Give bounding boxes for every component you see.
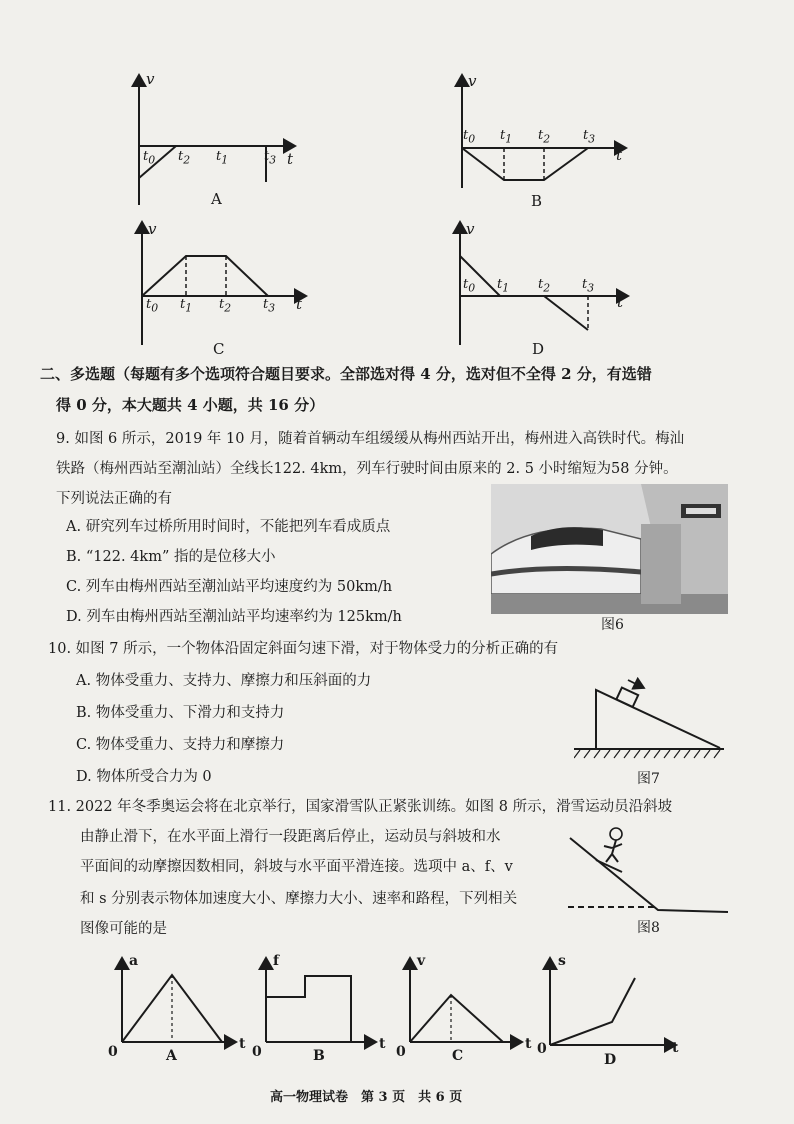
- graph-d-t-label: t: [617, 293, 624, 311]
- graph11-a-ylabel: a: [129, 953, 139, 969]
- graph-b-t2: $t_2$: [538, 128, 551, 146]
- graph-a-t1: $t_1$: [216, 149, 229, 167]
- q10-option-a: A. 物体受重力、支持力、摩擦力和压斜面的力: [76, 673, 372, 689]
- figure-8-caption: 图8: [637, 920, 660, 936]
- q8-graphs: [0, 0, 794, 360]
- q11-line2: 由静止滑下，在水平面上滑行一段距离后停止，运动员与斜坡和水: [80, 829, 501, 845]
- graph-c-t3: $t_3$: [263, 297, 276, 315]
- graph11-b-origin: 0: [252, 1044, 262, 1060]
- q9-option-b: B. “122. 4km” 指的是位移大小: [66, 549, 276, 565]
- graph-d-v-label: v: [466, 220, 475, 238]
- graph-c-line: [142, 256, 268, 296]
- q9-line1: 9. 如图 6 所示，2019 年 10 月，随着首辆动车组缓缓从梅州西站开出，梅州进入高铁时代。梅汕: [56, 431, 685, 447]
- q11-line4: 和 s 分别表示物体加速度大小、摩擦力大小、速率和路程，下列相关: [80, 891, 518, 907]
- graph-c-t-label: t: [296, 295, 303, 313]
- graph11-c-origin: 0: [396, 1044, 406, 1060]
- figure-6-caption: 图6: [601, 617, 624, 633]
- q9-option-a: A. 研究列车过桥所用时间时，不能把列车看成质点: [66, 519, 391, 535]
- graph11-b-xlabel: t: [379, 1036, 386, 1052]
- graph-a-t2: $t_2$: [178, 149, 191, 167]
- graph-b-label: B: [531, 192, 543, 210]
- graph-a-v-label: v: [146, 70, 155, 88]
- q9-option-d: D. 列车由梅州西站至潮汕站平均速率约为 125km/h: [66, 609, 402, 625]
- graph11-b-line: [266, 976, 351, 1042]
- page-footer: 高一物理试卷 第 3 页 共 6 页: [270, 1090, 463, 1105]
- graph11-c-ylabel: v: [417, 953, 426, 969]
- graph11-a-xlabel: t: [239, 1036, 246, 1052]
- q10-line1: 10. 如图 7 所示，一个物体沿固定斜面匀速下滑，对于物体受力的分析正确的有: [48, 641, 559, 657]
- graph11-b-ylabel: f: [273, 953, 280, 969]
- q11-line3: 平面间的动摩擦因数相同，斜坡与水平面平滑连接。选项中 a、f、v: [80, 859, 513, 875]
- graph11-d-label: D: [604, 1052, 617, 1068]
- graph-c-t2: $t_2$: [219, 297, 232, 315]
- graph11-a-origin: 0: [108, 1044, 118, 1060]
- graph11-d-ylabel: s: [558, 953, 566, 969]
- graph-a-t3: $t_3$: [264, 149, 277, 167]
- section2-line2: 得 0 分，本大题共 4 小题，共 16 分）: [56, 396, 325, 414]
- section2-line1: 二、多选题（每题有多个选项符合题目要求。全部选对得 4 分，选对但不全得 2 分，有选错: [40, 365, 652, 383]
- graph-d-label: D: [532, 340, 545, 358]
- q11-line5: 图像可能的是: [80, 921, 167, 937]
- graph-a-t-label: t: [287, 150, 294, 168]
- graph-a-label: A: [211, 190, 222, 208]
- graph11-b-label: B: [313, 1048, 325, 1064]
- figure-7-incline: [574, 672, 724, 772]
- q11-line1: 11. 2022 年冬季奥运会将在北京举行，国家滑雪队正紧张训练。如图 8 所示，滑雪运动员沿斜坡: [48, 799, 673, 815]
- figure-6-train-image: [491, 484, 728, 614]
- graph11-d-origin: 0: [537, 1041, 547, 1057]
- graph-d-line: [460, 256, 588, 330]
- graph-b-line: [462, 148, 588, 180]
- graph-b-t-label: t: [616, 146, 623, 164]
- graph-b-t1: $t_1$: [500, 128, 513, 146]
- graph-c-t0: $t_0$: [146, 297, 159, 315]
- graph11-c-line: [410, 995, 503, 1042]
- graph-d-t3: $t_3$: [582, 277, 595, 295]
- figure-7-caption: 图7: [637, 771, 660, 787]
- graph-d-t2: $t_2$: [538, 277, 551, 295]
- graph-a-line: [139, 146, 266, 178]
- graph11-c-label: C: [452, 1048, 464, 1064]
- figure-8-ski-slope: [560, 818, 730, 918]
- q10-option-d: D. 物体所受合力为 0: [76, 769, 212, 785]
- graph-d-t0: $t_0$: [463, 277, 476, 295]
- graph-c-label: C: [213, 340, 225, 358]
- q9-option-c: C. 列车由梅州西站至潮汕站平均速度约为 50km/h: [66, 579, 393, 595]
- graph-a-t0: $t_0$: [143, 149, 156, 167]
- graph11-c-xlabel: t: [525, 1036, 532, 1052]
- graph11-d-xlabel: t: [672, 1040, 679, 1056]
- q10-option-c: C. 物体受重力、支持力和摩擦力: [76, 737, 285, 753]
- graph-b-t0: $t_0$: [463, 128, 476, 146]
- q9-line2: 铁路（梅州西站至潮汕站）全线长122. 4km，列车行驶时间由原来的 2. 5 小时缩短为58 分钟。: [56, 461, 678, 477]
- graph-c-v-label: v: [148, 220, 157, 238]
- q9-line3: 下列说法正确的有: [56, 491, 172, 507]
- graph11-d-line: [550, 978, 635, 1045]
- graph-b-t3: $t_3$: [583, 128, 596, 146]
- graph-b-v-label: v: [468, 72, 477, 90]
- graph-d-t1: $t_1$: [497, 277, 510, 295]
- graph11-a-label: A: [166, 1048, 177, 1064]
- graph-c-t1: $t_1$: [180, 297, 193, 315]
- q10-option-b: B. 物体受重力、下滑力和支持力: [76, 705, 285, 721]
